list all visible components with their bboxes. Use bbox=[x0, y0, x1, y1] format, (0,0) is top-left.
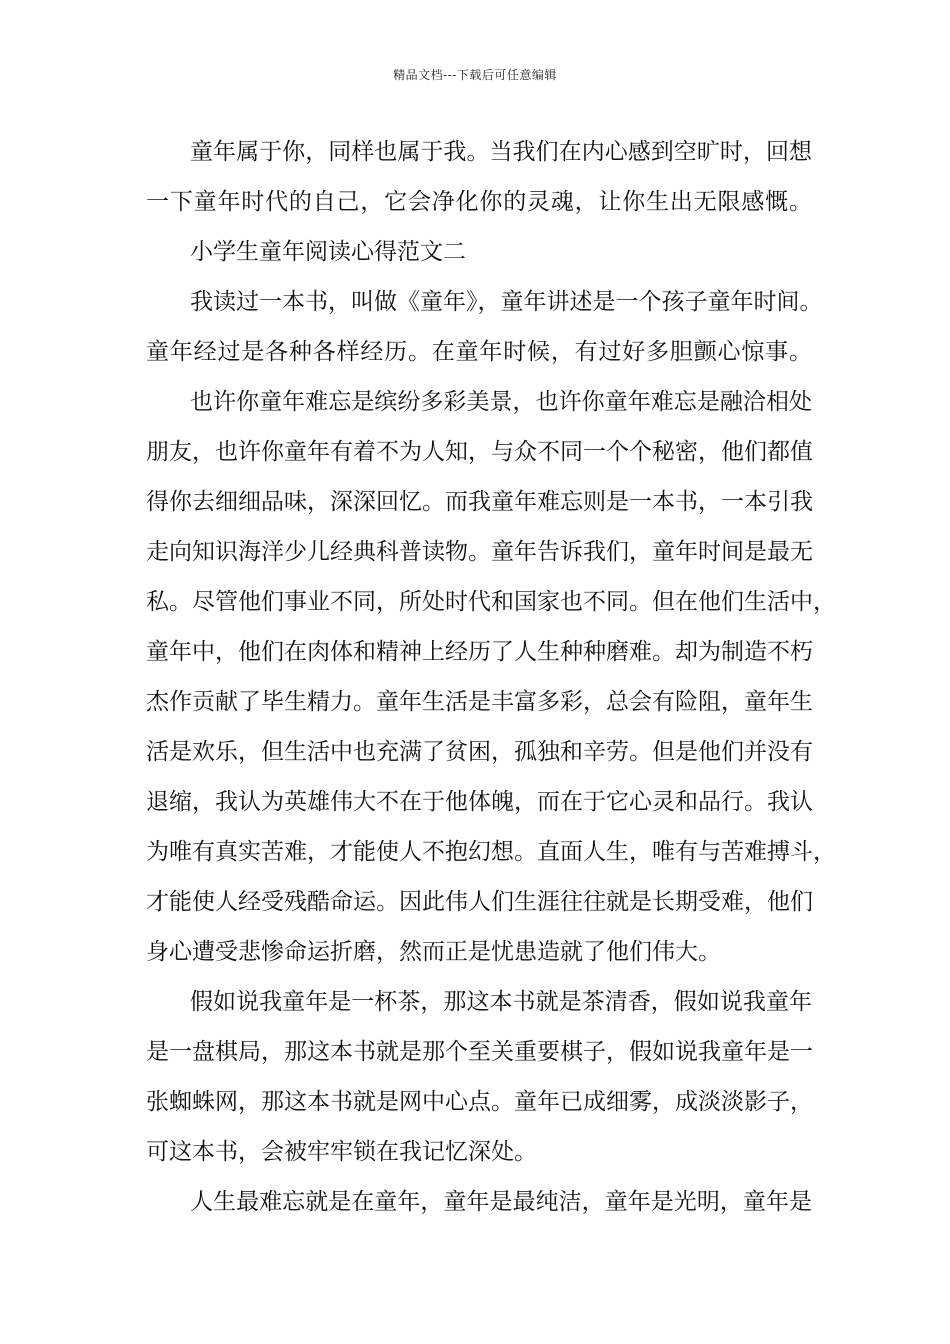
text-line: 假如说我童年是一杯茶，那这本书就是茶清香，假如说我童年 bbox=[190, 989, 812, 1015]
text-line: 张蜘蛛网，那这本书就是网中心点。童年已成细雾，成淡淡影子， bbox=[146, 1089, 813, 1115]
text-line: 人生最难忘就是在童年，童年是最纯洁，童年是光明，童年是 bbox=[190, 1189, 812, 1215]
text-line: 得你去细细品味，深深回忆。而我童年难忘则是一本书，一本引我 bbox=[146, 489, 813, 515]
text-line: 可这本书，会被牢牢锁在我记忆深处。 bbox=[146, 1139, 537, 1165]
text-line: 我读过一本书，叫做《童年》，童年讲述是一个孩子童年时间。 bbox=[190, 289, 823, 315]
text-line: 童年属于你，同样也属于我。当我们在内心感到空旷时，回想 bbox=[190, 139, 812, 165]
text-line: 朋友，也许你童年有着不为人知，与众不同一个个秘密，他们都值 bbox=[146, 439, 813, 465]
text-line: 为唯有真实苦难，才能使人不抱幻想。直面人生，唯有与苦难搏斗， bbox=[146, 839, 836, 865]
text-line: 私。尽管他们事业不同，所处时代和国家也不同。但在他们生活中， bbox=[146, 589, 836, 615]
text-line: 活是欢乐，但生活中也充满了贫困，孤独和辛劳。但是他们并没有 bbox=[146, 739, 813, 765]
text-line: 才能使人经受残酷命运。因此伟人们生涯往往就是长期受难，他们 bbox=[146, 889, 813, 915]
text-line: 是一盘棋局，那这本书就是那个至关重要棋子，假如说我童年是一 bbox=[146, 1039, 813, 1065]
body-text bbox=[146, 133, 836, 1233]
text-line: 身心遭受悲惨命运折磨，然而正是忧患造就了他们伟大。 bbox=[146, 939, 721, 965]
section-heading: 小学生童年阅读心得范文二 bbox=[190, 239, 466, 265]
text-line: 童年中，他们在肉体和精神上经历了人生种种磨难。却为制造不朽 bbox=[146, 639, 813, 665]
page-header: 精品文档---下载后可任意编辑 bbox=[393, 68, 557, 82]
text-line: 也许你童年难忘是缤纷多彩美景，也许你童年难忘是融洽相处 bbox=[190, 389, 812, 415]
text-line: 一下童年时代的自己，它会净化你的灵魂，让你生出无限感慨。 bbox=[146, 189, 812, 215]
text-line: 走向知识海洋少儿经典科普读物。童年告诉我们，童年时间是最无 bbox=[146, 539, 813, 565]
text-line: 杰作贡献了毕生精力。童年生活是丰富多彩，总会有险阻，童年生 bbox=[146, 689, 813, 715]
text-line: 退缩，我认为英雄伟大不在于他体魄，而在于它心灵和品行。我认 bbox=[146, 789, 813, 815]
text-line: 童年经过是各种各样经历。在童年时候，有过好多胆颤心惊事。 bbox=[146, 339, 812, 365]
